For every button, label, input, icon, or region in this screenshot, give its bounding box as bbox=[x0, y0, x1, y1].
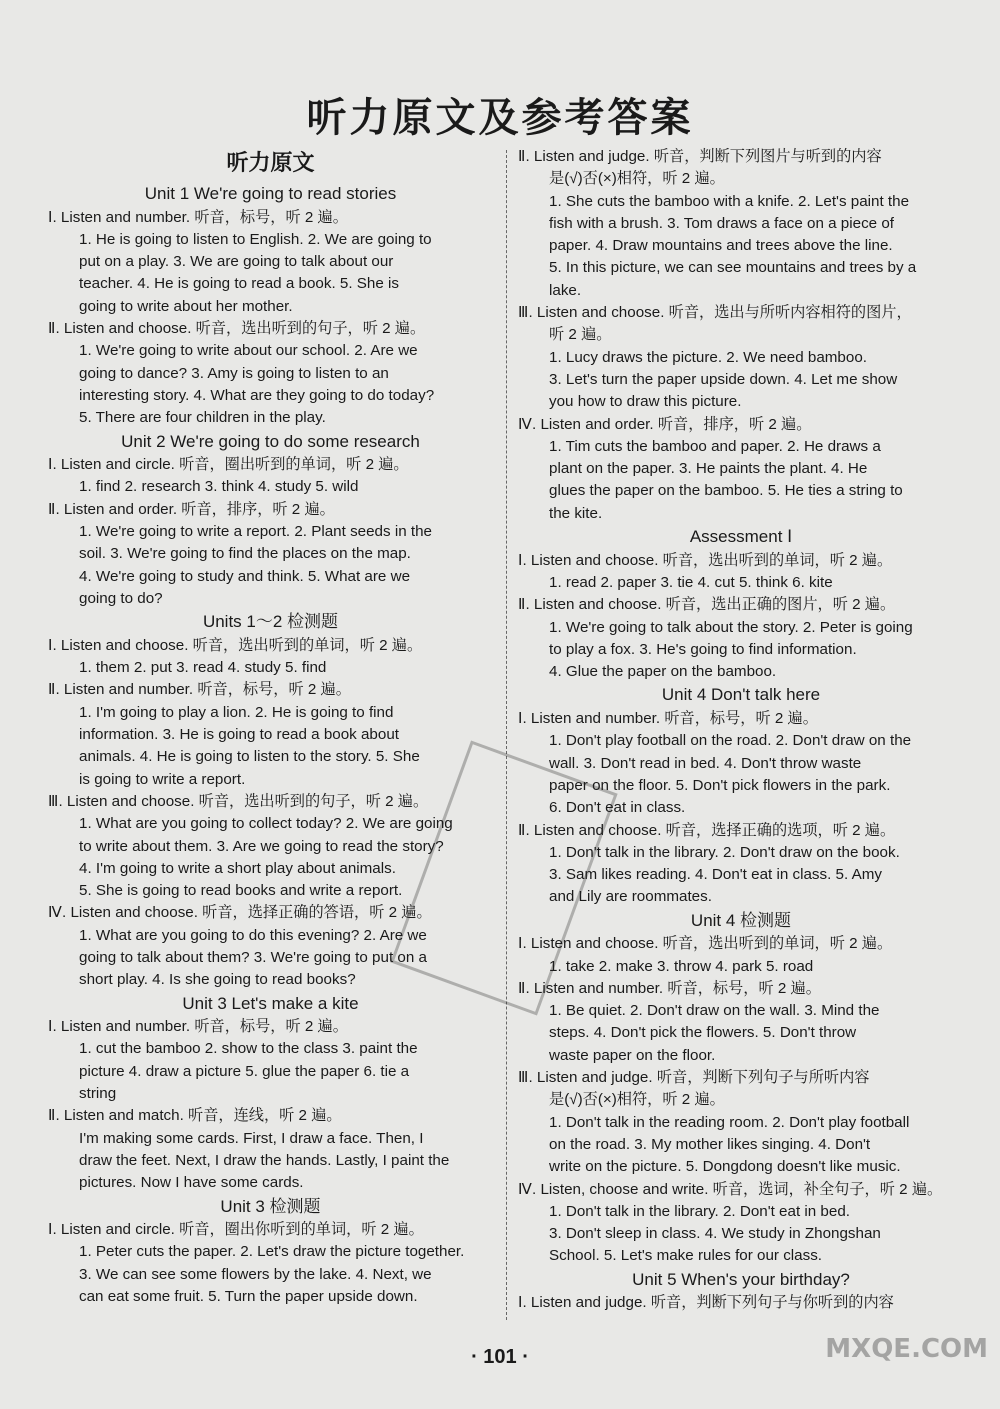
transcript-line: to write about them. 3. Are we going to read the story? bbox=[79, 837, 444, 855]
transcript-line: 1. What are you going to collect today? 2. We are going bbox=[79, 815, 453, 833]
exercise-instruction: Ⅰ. Listen and number. 听音，标号，听 2 遍。 bbox=[48, 208, 348, 226]
section-heading: Unit 2 We're going to do some research bbox=[121, 431, 420, 451]
transcript-line: 1. them 2. put 3. read 4. study 5. find bbox=[79, 659, 327, 677]
transcript-line: steps. 4. Don't pick the flowers. 5. Don't throw bbox=[549, 1024, 857, 1042]
transcript-line: 6. Don't eat in class. bbox=[549, 799, 686, 817]
exercise-instruction: Ⅱ. Listen and choose. 听音，选出正确的图片，听 2 遍。 bbox=[518, 596, 896, 614]
page-number: · 101 · bbox=[471, 1346, 529, 1368]
page-title: 听力原文及参考答案 bbox=[306, 94, 694, 141]
transcript-line: the kite. bbox=[549, 504, 603, 522]
transcript-line: 1. read 2. paper 3. tie 4. cut 5. think 6. kite bbox=[549, 573, 833, 591]
transcript-line: 5. In this picture, we can see mountains and trees by a bbox=[549, 259, 917, 277]
transcript-line: and Lily are roommates. bbox=[549, 888, 712, 906]
transcript-line: plant on the paper. 3. He paints the plant. 4. He bbox=[549, 460, 868, 478]
transcript-line: I'm making some cards. First, I draw a face. Then, I bbox=[79, 1129, 424, 1147]
transcript-line: 3. We can see some flowers by the lake. 4. Next, we bbox=[79, 1265, 432, 1283]
transcript-line: 3. Sam likes reading. 4. Don't eat in class. 5. Amy bbox=[549, 866, 882, 884]
transcript-line: picture 4. draw a picture 5. glue the paper 6. tie a bbox=[79, 1062, 410, 1080]
transcript-line: 1. Be quiet. 2. Don't draw on the wall. 3. Mind the bbox=[549, 1002, 880, 1020]
transcript-line: to play a fox. 3. He's going to find information. bbox=[549, 640, 857, 658]
transcript-line: 1. He is going to listen to English. 2. We are going to bbox=[79, 230, 432, 248]
transcript-line: waste paper on the floor. bbox=[549, 1046, 716, 1064]
transcript-line: string bbox=[79, 1085, 117, 1103]
transcript-line: interesting story. 4. What are they going to do today? bbox=[79, 386, 435, 404]
exercise-instruction: Ⅰ. Listen and number. 听音，标号，听 2 遍。 bbox=[48, 1018, 348, 1036]
transcript-line: lake. bbox=[549, 281, 582, 299]
transcript-line: 3. Don't sleep in class. 4. We study in Zhongshan bbox=[549, 1225, 881, 1243]
exercise-instruction: Ⅱ. Listen and order. 听音，排序，听 2 遍。 bbox=[48, 500, 335, 518]
exercise-instruction: Ⅲ. Listen and choose. 听音，选出听到的句子，听 2 遍。 bbox=[48, 792, 429, 810]
watermark-logo: MXQE.COM bbox=[825, 1334, 988, 1364]
transcript-line: 1. Don't talk in the reading room. 2. Don't play football bbox=[549, 1113, 910, 1131]
transcript-line: 1. We're going to write a report. 2. Plant seeds in the bbox=[79, 523, 432, 541]
section-heading: Unit 4 检测题 bbox=[690, 910, 792, 930]
section-heading: Assessment Ⅰ bbox=[689, 527, 793, 547]
section-heading: Units 1～2 检测题 bbox=[202, 612, 339, 632]
exercise-instruction: Ⅱ. Listen and choose. 听音，选出听到的句子，听 2 遍。 bbox=[48, 320, 426, 338]
transcript-line: glues the paper on the bamboo. 5. He ties a string to bbox=[549, 482, 903, 500]
exercise-instruction: Ⅱ. Listen and number. 听音，标号，听 2 遍。 bbox=[48, 681, 351, 699]
transcript-line: teacher. 4. He is going to read a book. 5. She is bbox=[79, 275, 399, 293]
transcript-line: on the road. 3. My mother likes singing. 4. Don't bbox=[549, 1135, 871, 1153]
exercise-instruction: Ⅳ. Listen and choose. 听音，选择正确的答语，听 2 遍。 bbox=[48, 904, 432, 922]
exercise-instruction: Ⅳ. Listen, choose and write. 听音，选词，补全句子，听 2 遍。 bbox=[518, 1180, 943, 1198]
section-heading: Unit 4 Don't talk here bbox=[661, 685, 821, 705]
exercise-instruction: Ⅰ. Listen and choose. 听音，选出听到的单词，听 2 遍。 bbox=[48, 636, 423, 654]
exercise-instruction: Ⅱ. Listen and choose. 听音，选择正确的选项，听 2 遍。 bbox=[518, 821, 896, 839]
exercise-instruction: Ⅰ. Listen and judge. 听音，判断下列句子与你听到的内容 bbox=[518, 1294, 894, 1312]
exercise-instruction: Ⅲ. Listen and judge. 听音，判断下列句子与所听内容 bbox=[518, 1069, 870, 1087]
transcript-line: 1. I'm going to play a lion. 2. He is going to find bbox=[79, 703, 394, 721]
transcript-line: 1. cut the bamboo 2. show to the class 3. paint the bbox=[79, 1040, 418, 1058]
transcript-line: draw the feet. Next, I draw the hands. Lastly, I paint the bbox=[79, 1151, 450, 1169]
transcript-line: paper on the floor. 5. Don't pick flowers in the park. bbox=[549, 776, 891, 794]
transcript-line: 1. We're going to talk about the story. 2. Peter is going bbox=[549, 618, 913, 636]
section-heading: Unit 3 检测题 bbox=[220, 1196, 321, 1216]
transcript-line: 1. Don't talk in the library. 2. Don't eat in bed. bbox=[549, 1202, 850, 1220]
transcript-line: wall. 3. Don't read in bed. 4. Don't throw waste bbox=[549, 754, 862, 772]
transcript-line: write on the picture. 5. Dongdong doesn't like music. bbox=[549, 1158, 901, 1176]
transcript-line: 是(√)否(×)相符，听 2 遍。 bbox=[549, 170, 725, 188]
transcript-line: paper. 4. Draw mountains and trees above the line. bbox=[549, 237, 893, 255]
exercise-instruction: Ⅱ. Listen and number. 听音，标号，听 2 遍。 bbox=[518, 979, 821, 997]
transcript-line: 1. Lucy draws the picture. 2. We need bamboo. bbox=[549, 348, 867, 366]
transcript-line: going to do? bbox=[79, 589, 163, 607]
transcript-line: going to dance? 3. Amy is going to listen to an bbox=[79, 364, 389, 382]
section-heading: Unit 1 We're going to read stories bbox=[144, 184, 397, 203]
section-heading: 听力原文 bbox=[226, 151, 315, 176]
exercise-instruction: Ⅱ. Listen and judge. 听音，判断下列图片与听到的内容 bbox=[518, 148, 882, 165]
section-heading: Unit 5 When's your birthday? bbox=[632, 1269, 850, 1289]
transcript-line: 1. Don't talk in the library. 2. Don't draw on the book. bbox=[549, 843, 900, 861]
transcript-line: 1. take 2. make 3. throw 4. park 5. road bbox=[549, 957, 814, 975]
transcript-line: short play. 4. Is she going to read books? bbox=[79, 971, 356, 989]
transcript-line: 1. Peter cuts the paper. 2. Let's draw the picture together. bbox=[79, 1243, 465, 1261]
transcript-line: 1. find 2. research 3. think 4. study 5. wild bbox=[79, 478, 359, 496]
transcript-line: 4. Glue the paper on the bamboo. bbox=[549, 663, 777, 681]
transcript-line: 4. I'm going to write a short play about animals. bbox=[79, 859, 396, 877]
transcript-line: going to write about her mother. bbox=[79, 297, 293, 315]
transcript-line: 3. Let's turn the paper upside down. 4. Let me show bbox=[549, 370, 898, 388]
transcript-line: 1. She cuts the bamboo with a knife. 2. Let's paint the bbox=[549, 192, 910, 210]
transcript-line: 是(√)否(×)相符，听 2 遍。 bbox=[549, 1091, 725, 1109]
transcript-line: pictures. Now I have some cards. bbox=[79, 1174, 304, 1192]
exercise-instruction: Ⅰ. Listen and choose. 听音，选出听到的单词，听 2 遍。 bbox=[518, 935, 893, 953]
transcript-line: 4. We're going to study and think. 5. What are we bbox=[79, 567, 411, 585]
transcript-line: soil. 3. We're going to find the places on the map. bbox=[79, 545, 411, 563]
transcript-line: 5. She is going to read books and write a report. bbox=[79, 882, 403, 900]
transcript-line: School. 5. Let's make rules for our class. bbox=[549, 1247, 823, 1265]
exercise-instruction: Ⅰ. Listen and choose. 听音，选出听到的单词，听 2 遍。 bbox=[518, 551, 893, 569]
transcript-line: 1. We're going to write about our school. 2. Are we bbox=[79, 342, 418, 360]
section-heading: Unit 3 Let's make a kite bbox=[182, 993, 359, 1013]
exercise-instruction: Ⅱ. Listen and match. 听音，连线，听 2 遍。 bbox=[48, 1107, 342, 1125]
transcript-line: can eat some fruit. 5. Turn the paper upside down. bbox=[79, 1288, 418, 1306]
transcript-line: fish with a brush. 3. Tom draws a face on a piece of bbox=[549, 214, 894, 232]
column-divider bbox=[506, 150, 507, 1320]
transcript-line: 1. What are you going to do this evening? 2. Are we bbox=[79, 926, 427, 944]
transcript-line: you how to draw this picture. bbox=[549, 393, 742, 411]
transcript-line: going to talk about them? 3. We're going to put on a bbox=[79, 948, 427, 966]
transcript-line: information. 3. He is going to read a book about bbox=[79, 726, 399, 744]
transcript-line: 听 2 遍。 bbox=[549, 326, 612, 344]
exercise-instruction: Ⅰ. Listen and circle. 听音，圈出听到的单词，听 2 遍。 bbox=[48, 456, 409, 474]
transcript-line: is going to write a report. bbox=[79, 770, 246, 788]
exercise-instruction: Ⅰ. Listen and circle. 听音，圈出你听到的单词，听 2 遍。 bbox=[48, 1221, 424, 1239]
right-column bbox=[518, 146, 964, 1315]
transcript-line: put on a play. 3. We are going to talk about our bbox=[79, 253, 394, 271]
transcript-line: 1. Don't play football on the road. 2. Don't draw on the bbox=[549, 732, 912, 750]
transcript-line: animals. 4. He is going to listen to the story. 5. She bbox=[79, 748, 420, 766]
transcript-line: 5. There are four children in the play. bbox=[79, 409, 326, 427]
transcript-line: 1. Tim cuts the bamboo and paper. 2. He draws a bbox=[549, 437, 881, 455]
exercise-instruction: Ⅰ. Listen and number. 听音，标号，听 2 遍。 bbox=[518, 710, 818, 728]
left-column bbox=[48, 146, 493, 1308]
exercise-instruction: Ⅳ. Listen and order. 听音，排序，听 2 遍。 bbox=[518, 415, 812, 433]
exercise-instruction: Ⅲ. Listen and choose. 听音，选出与所听内容相符的图片， bbox=[518, 304, 912, 322]
